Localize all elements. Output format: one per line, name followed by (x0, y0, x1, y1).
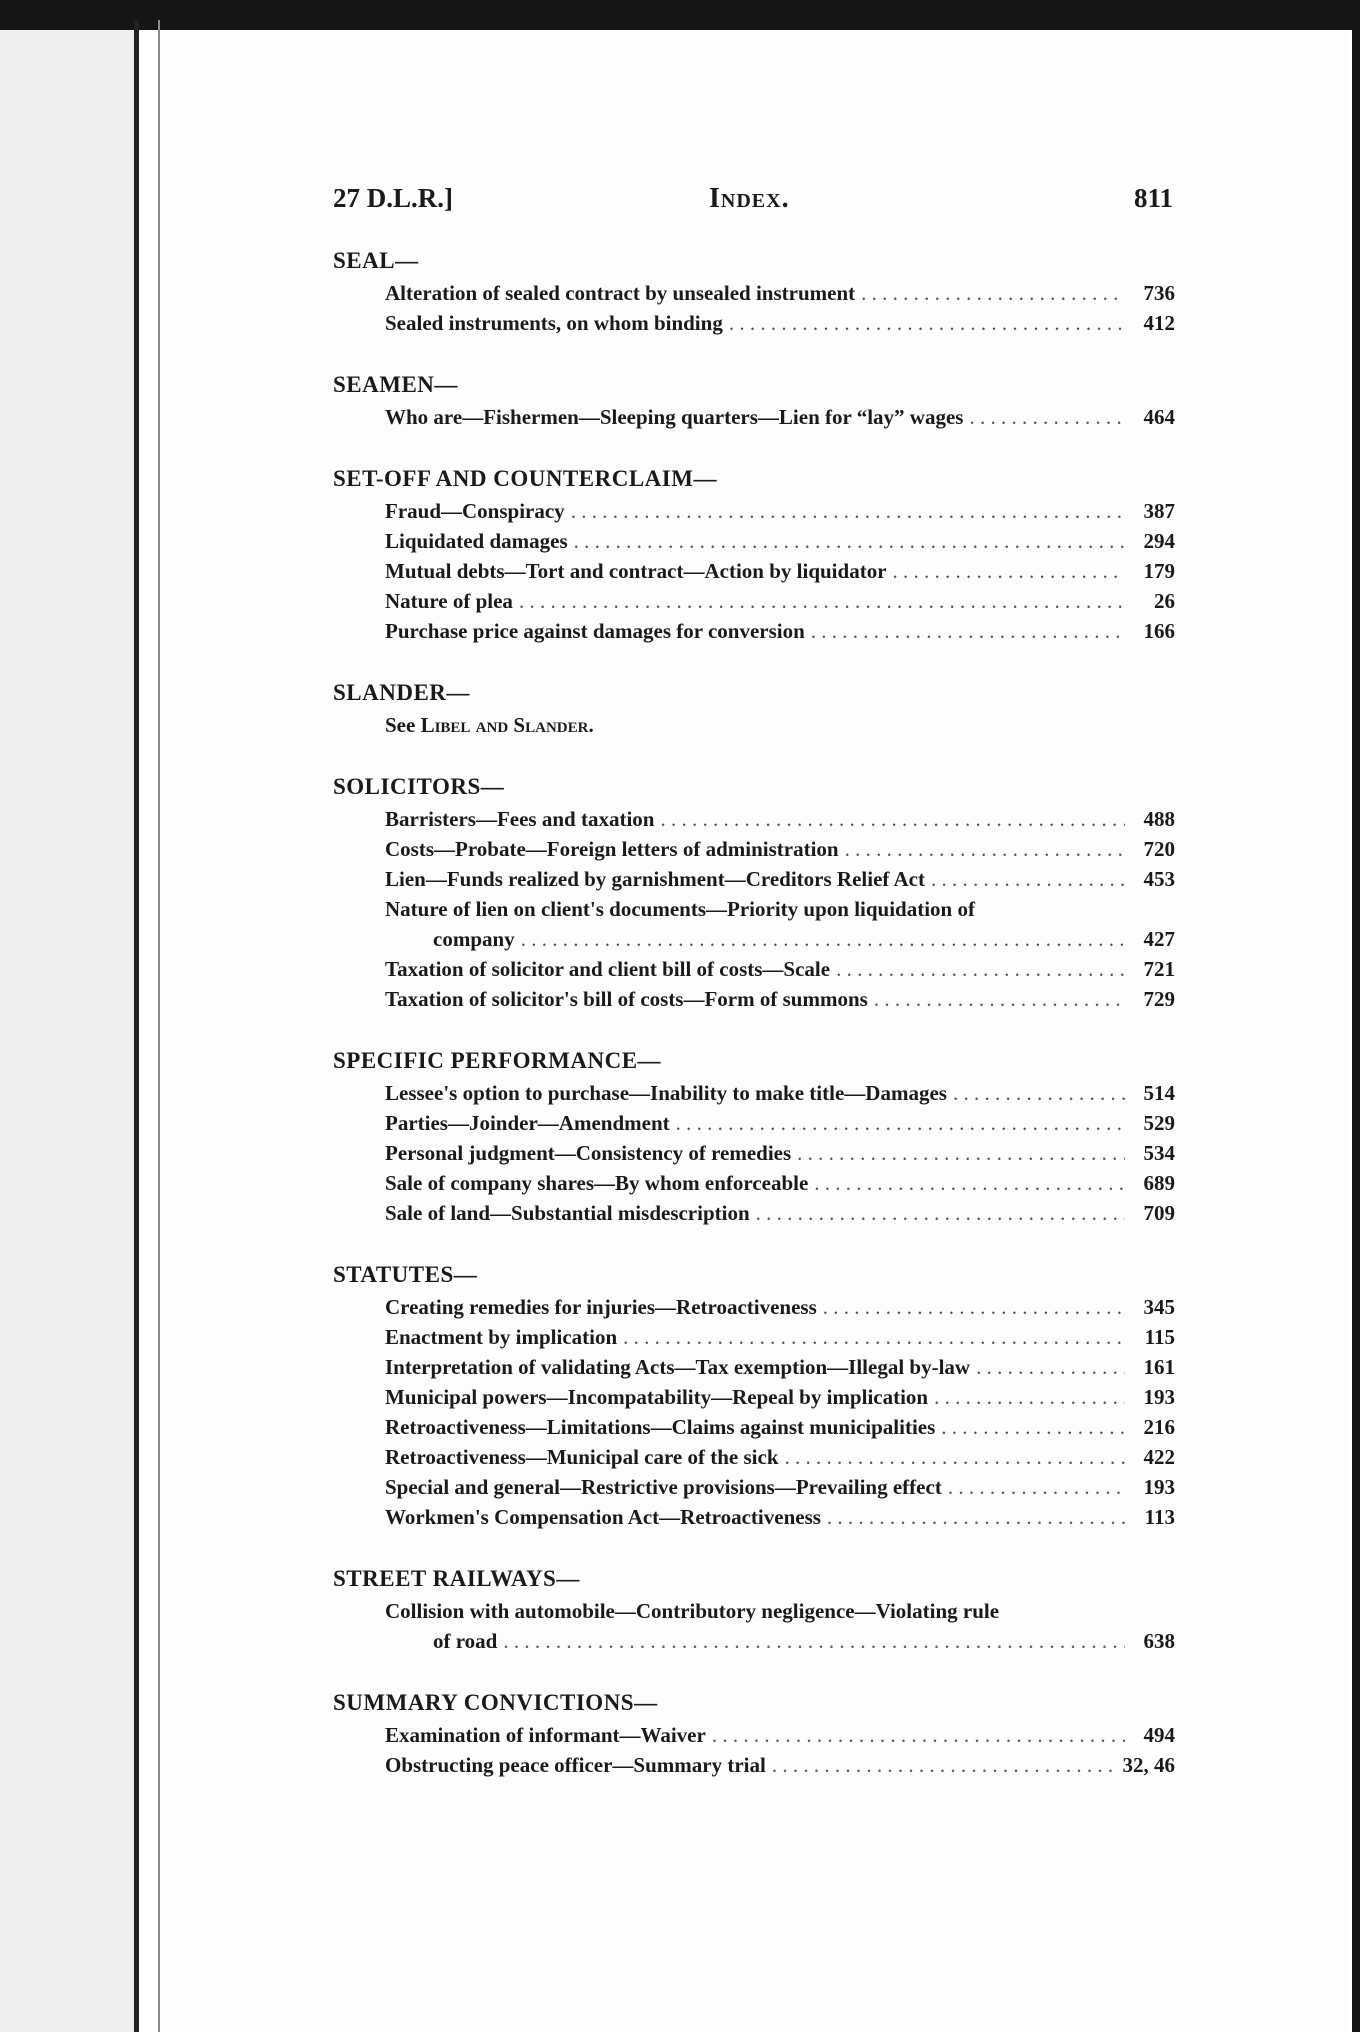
index-entry (333, 1078, 1175, 1108)
section-heading: SEAL— (333, 248, 419, 273)
entry-page-number: 161 (1143, 1355, 1175, 1379)
entry-text: Costs—Probate—Foreign letters of administration (385, 837, 839, 861)
page-number: 811 (1133, 183, 1173, 213)
entry-page-number: 387 (1143, 499, 1175, 523)
scan-right-border (1352, 0, 1360, 2032)
entry-text: Personal judgment—Consistency of remedies (385, 1141, 792, 1165)
entry-text: Taxation of solicitor's bill of costs—Form of summons (385, 987, 868, 1011)
index-entry (333, 1292, 1175, 1322)
dot-leader (571, 496, 1125, 526)
dot-leader (827, 1502, 1125, 1532)
index-entry (333, 278, 1175, 308)
index-entry (333, 1168, 1175, 1198)
dot-leader (861, 278, 1125, 308)
index-section (333, 1044, 1175, 1228)
entry-text: Fraud—Conspiracy (385, 499, 565, 523)
dot-leader (574, 526, 1125, 556)
dot-leader (519, 586, 1125, 616)
see-reference (333, 710, 1175, 740)
entry-text: company (433, 927, 515, 951)
index-section (333, 770, 1175, 1014)
entry-text: Workmen's Compensation Act—Retroactiveness (385, 1505, 821, 1529)
dot-leader (845, 834, 1125, 864)
entry-text: Liquidated damages (385, 529, 568, 553)
index-entry (333, 1502, 1175, 1532)
entry-page-number: 166 (1143, 619, 1175, 643)
entry-page-number: 193 (1143, 1385, 1175, 1409)
index-entry (333, 1720, 1175, 1750)
entry-page-number: 729 (1143, 987, 1175, 1011)
index-section (333, 1562, 1175, 1656)
index-entry (333, 496, 1175, 526)
entry-page-number: 721 (1143, 957, 1175, 981)
spine-edge (134, 20, 139, 2032)
dot-leader (785, 1442, 1126, 1472)
index-entry (333, 402, 1175, 432)
index-entry (333, 1138, 1175, 1168)
index-entry-line: Collision with automobile—Contributory negligence—Violating rule (385, 1599, 1000, 1623)
entry-page-number: 488 (1143, 807, 1175, 831)
entry-page-number: 427 (1143, 927, 1175, 951)
index-entry (333, 864, 1175, 894)
entry-text: Sale of land—Substantial misdescription (385, 1201, 750, 1225)
entry-text: Who are—Fishermen—Sleeping quarters—Lien for “lay” wages (385, 405, 964, 429)
see-target: Libel and Slander. (420, 713, 594, 737)
entry-text: Interpretation of validating Acts—Tax exemption—Illegal by-law (385, 1355, 971, 1379)
dot-leader (756, 1198, 1125, 1228)
dot-leader (712, 1720, 1125, 1750)
entry-page-number: 494 (1143, 1723, 1175, 1747)
entry-page-number: 529 (1143, 1111, 1175, 1135)
entry-text: Sealed instruments, on whom binding (385, 311, 723, 335)
entry-text: Purchase price against damages for conversion (385, 619, 805, 643)
dot-leader (934, 1382, 1125, 1412)
dot-leader (797, 1138, 1125, 1168)
entry-text: Enactment by implication (385, 1325, 618, 1349)
entry-text: Lien—Funds realized by garnishment—Creditors Relief Act (385, 867, 925, 891)
index-section (333, 462, 1175, 646)
section-heading: SPECIFIC PERFORMANCE— (333, 1048, 662, 1073)
index-entry (333, 1382, 1175, 1412)
dot-leader (811, 616, 1125, 646)
entry-text: Nature of plea (385, 589, 513, 613)
dot-leader (772, 1750, 1117, 1780)
entry-page-number: 464 (1143, 405, 1175, 429)
entry-page-number: 412 (1143, 311, 1175, 335)
entry-page-number: 193 (1143, 1475, 1175, 1499)
index-section (333, 1686, 1175, 1780)
volume-label: 27 D.L.R.] (333, 183, 453, 213)
entry-page-number: 720 (1143, 837, 1175, 861)
index-entry (333, 954, 1175, 984)
dot-leader (814, 1168, 1125, 1198)
index-entry (333, 1442, 1175, 1472)
entry-page-number: 179 (1143, 559, 1175, 583)
section-heading: SUMMARY CONVICTIONS— (333, 1690, 658, 1715)
entry-text: Lessee's option to purchase—Inability to make title—Damages (385, 1081, 947, 1105)
dot-leader (503, 1626, 1125, 1656)
entry-text: Taxation of solicitor and client bill of costs—Scale (385, 957, 831, 981)
entry-page-number: 216 (1143, 1415, 1175, 1439)
entry-page-number: 294 (1143, 529, 1175, 553)
dot-leader (836, 954, 1125, 984)
dot-leader (931, 864, 1125, 894)
entry-text: Parties—Joinder—Amendment (385, 1111, 670, 1135)
index-entry (333, 1108, 1175, 1138)
index-entry (333, 1472, 1175, 1502)
entry-text: Mutual debts—Tort and contract—Action by liquidator (385, 559, 887, 583)
index-section (333, 1258, 1175, 1532)
dot-leader (953, 1078, 1125, 1108)
entry-text: Barristers—Fees and taxation (385, 807, 655, 831)
dot-leader (874, 984, 1125, 1014)
entry-text: Examination of informant—Waiver (385, 1723, 706, 1747)
index-section (333, 676, 1175, 740)
dot-leader (948, 1472, 1125, 1502)
index-entry (333, 1750, 1175, 1780)
dot-leader (823, 1292, 1125, 1322)
section-heading: SOLICITORS— (333, 774, 505, 799)
dot-leader (660, 804, 1125, 834)
index-entry (333, 1322, 1175, 1352)
section-heading: SLANDER— (333, 680, 470, 705)
dot-leader (676, 1108, 1125, 1138)
entry-text: Municipal powers—Incompatability—Repeal by implication (385, 1385, 929, 1409)
scan-top-border (0, 0, 1360, 30)
entry-text: Alteration of sealed contract by unsealed instrument (385, 281, 856, 305)
index-entry (333, 1626, 1175, 1656)
entry-page-number: 689 (1143, 1171, 1175, 1195)
entry-page-number: 638 (1143, 1629, 1175, 1653)
entry-text: Obstructing peace officer—Summary trial (385, 1753, 766, 1777)
index-entry (333, 984, 1175, 1014)
dot-leader (969, 402, 1125, 432)
running-header (333, 183, 1173, 227)
section-heading: SEAMEN— (333, 372, 458, 397)
dot-leader (976, 1352, 1125, 1382)
see-prefix: See (385, 713, 416, 737)
index-entry (333, 1412, 1175, 1442)
index-entry (333, 586, 1175, 616)
section-heading: STREET RAILWAYS— (333, 1566, 580, 1591)
index-entry (333, 834, 1175, 864)
entry-page-number: 113 (1144, 1505, 1175, 1529)
entry-text: Retroactiveness—Municipal care of the sick (385, 1445, 779, 1469)
entry-text: Sale of company shares—By whom enforceable (385, 1171, 809, 1195)
entry-page-number: 709 (1143, 1201, 1175, 1225)
entry-page-number: 453 (1143, 867, 1175, 891)
index-entry (333, 556, 1175, 586)
index-entry (333, 1198, 1175, 1228)
section-heading: SET-OFF AND COUNTERCLAIM— (333, 466, 717, 491)
index-entry (333, 1352, 1175, 1382)
entry-text: of road (433, 1629, 498, 1653)
entry-text: Creating remedies for injuries—Retroactiveness (385, 1295, 817, 1319)
index-content (333, 244, 1175, 1810)
index-section (333, 244, 1175, 338)
book-spine (0, 30, 135, 2032)
entry-page-number: 534 (1143, 1141, 1175, 1165)
entry-page-number: 32, 46 (1122, 1753, 1175, 1777)
section-heading: STATUTES— (333, 1262, 478, 1287)
entry-page-number: 345 (1143, 1295, 1175, 1319)
index-entry (333, 526, 1175, 556)
index-entry (333, 308, 1175, 338)
index-entry (333, 616, 1175, 646)
index-entry (333, 804, 1175, 834)
entry-page-number: 26 (1154, 589, 1175, 613)
entry-text: Retroactiveness—Limitations—Claims against municipalities (385, 1415, 936, 1439)
dot-leader (893, 556, 1125, 586)
entry-page-number: 514 (1143, 1081, 1175, 1105)
page-title: Index. (709, 183, 790, 214)
entry-text: Special and general—Restrictive provisions—Prevailing effect (385, 1475, 942, 1499)
index-entry (333, 924, 1175, 954)
dot-leader (521, 924, 1125, 954)
entry-page-number: 115 (1144, 1325, 1175, 1349)
index-section (333, 368, 1175, 432)
entry-page-number: 736 (1143, 281, 1175, 305)
dot-leader (623, 1322, 1125, 1352)
index-entry-line: Nature of lien on client's documents—Priority upon liquidation of (385, 897, 975, 921)
dot-leader (729, 308, 1125, 338)
dot-leader (941, 1412, 1125, 1442)
entry-page-number: 422 (1143, 1445, 1175, 1469)
